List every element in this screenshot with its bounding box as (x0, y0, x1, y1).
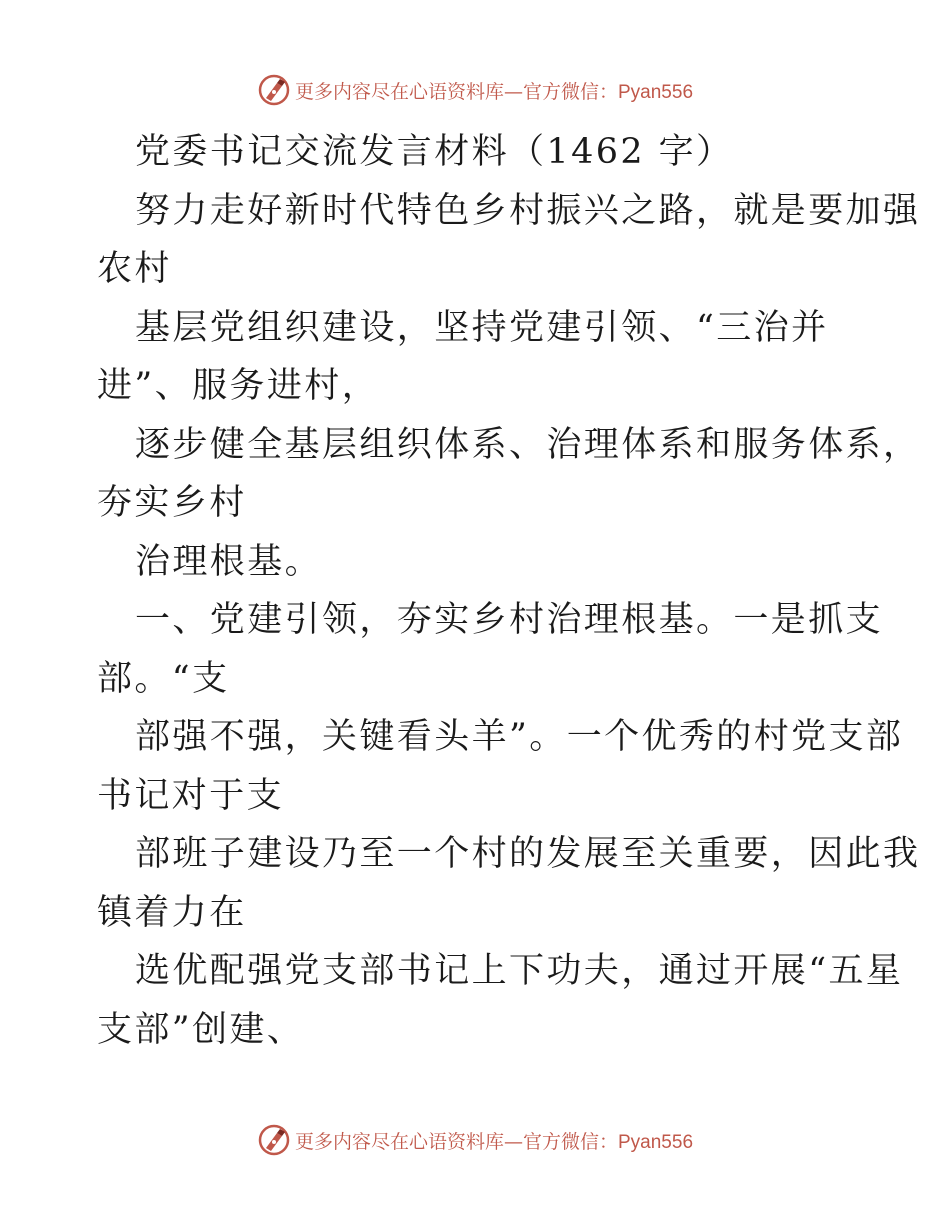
text-line: 部强不强，关键看头羊”。一个优秀的村党支部 (135, 717, 904, 757)
text-line: 努力走好新时代特色乡村振兴之路，就是要加强 (135, 190, 921, 231)
text-line: 逐步健全基层组织体系、治理体系和服务体系， (135, 424, 921, 465)
text-line: 部。“支 (97, 658, 230, 699)
text-line: 党委书记交流发言材料（1462 字） (135, 132, 734, 172)
header-watermark (0, 70, 950, 110)
pen-nib-circle-icon (257, 73, 291, 107)
text-line: 治理根基。 (135, 541, 323, 582)
text-line: 镇着力在 (97, 892, 247, 933)
text-line: 基层党组织建设，坚持党建引领、“三治并 (135, 307, 829, 348)
pen-nib-circle-icon (257, 1123, 291, 1157)
text-line: 夯实乡村 (97, 483, 247, 523)
text-line: 一、党建引领，夯实乡村治理根基。一是抓支 (135, 600, 884, 640)
watermark-text: 更多内容尽在心语资料库—官方微信：Pyan556 (294, 80, 694, 103)
text-line: 选优配强党支部书记上下功夫，通过开展“五星 (135, 951, 904, 991)
watermark-text: 更多内容尽在心语资料库—官方微信：Pyan556 (294, 1130, 694, 1153)
text-line: 书记对于支 (97, 775, 285, 816)
document-body (97, 123, 921, 1059)
footer-watermark (0, 1120, 950, 1160)
text-line: 农村 (97, 249, 172, 289)
text-line: 进”、服务进村， (97, 366, 380, 406)
text-line: 部班子建设乃至一个村的发展至关重要，因此我 (135, 834, 921, 874)
text-line: 支部”创建、 (97, 1009, 305, 1050)
